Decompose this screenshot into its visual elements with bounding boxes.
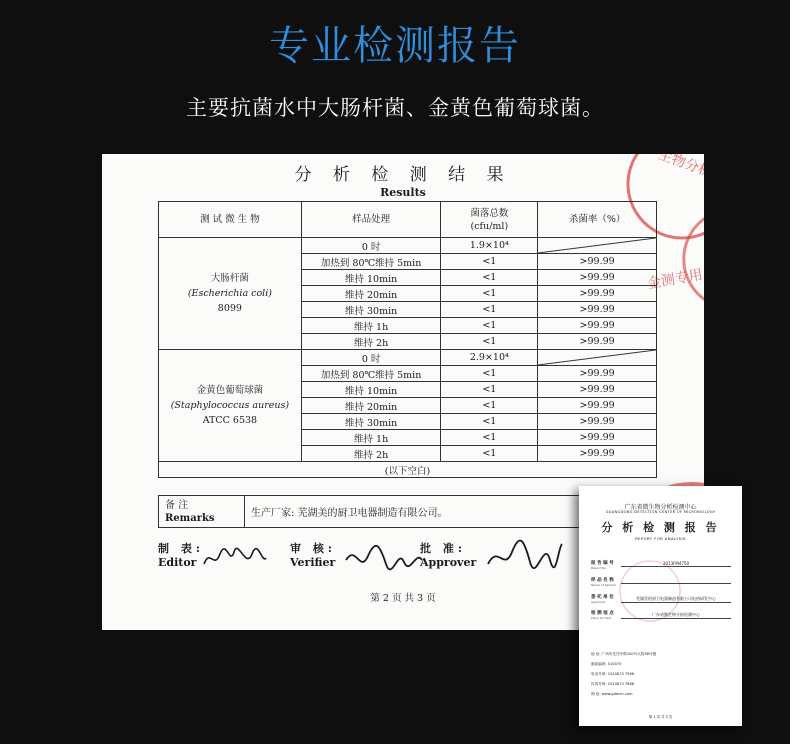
count-cell: <1 <box>441 334 538 350</box>
col-header-rate: 杀菌率（%） <box>538 202 657 238</box>
col-header-treatment: 样品处理 <box>301 202 441 238</box>
rate-cell: >99.99 <box>538 318 657 334</box>
count-cell: <1 <box>441 286 538 302</box>
treatment-cell: 维持 30min <box>301 302 441 318</box>
cert-contact-line: 网 址: www.gddcm.com <box>591 692 633 696</box>
verifier-signature-icon <box>342 540 426 576</box>
cert-title-en: REPORT FOR ANALYSIS <box>635 536 686 541</box>
count-cell: <1 <box>441 270 538 286</box>
treatment-cell: 维持 10min <box>301 270 441 286</box>
table-row <box>159 350 657 366</box>
cert-field-value <box>621 578 731 584</box>
treatment-cell: 维持 10min <box>301 382 441 398</box>
treatment-cell: 维持 1h <box>301 318 441 334</box>
remarks-text: 生产厂家: 芜湖美的厨卫电器制造有限公司。 <box>245 496 657 528</box>
count-cell: <1 <box>441 318 538 334</box>
count-cell: <1 <box>441 382 538 398</box>
rate-cell: >99.99 <box>538 382 657 398</box>
count-cell: <1 <box>441 398 538 414</box>
cert-field: 检 测 地 点 Place for Test <box>591 611 614 620</box>
svg-text:生物分析: 生物分析 <box>656 146 715 181</box>
count-cell: <1 <box>441 430 538 446</box>
rate-cell-empty <box>538 350 657 366</box>
count-cell: <1 <box>441 446 538 462</box>
treatment-cell: 维持 2h <box>301 334 441 350</box>
report-title: 分 析 检 测 结 果 <box>294 165 512 185</box>
treatment-cell: 0 时 <box>301 238 441 254</box>
count-cell: <1 <box>441 302 538 318</box>
cert-org-name: 广东省微生物分析检测中心 <box>624 504 697 511</box>
cert-field: 委 托 单 位 Applicant <box>591 595 614 604</box>
count-cell: <1 <box>441 254 538 270</box>
cert-contact-line: 传真号码: 1020873 7668 <box>591 682 635 686</box>
rate-cell: >99.99 <box>538 254 657 270</box>
cert-field-value: 芜湖美的厨卫电器制造有限公司电热研发中心 <box>621 596 731 603</box>
svg-text:金测专用: 金测专用 <box>646 266 704 293</box>
cert-title: 分 析 检 测 报 告 <box>601 521 720 534</box>
treatment-cell: 维持 2h <box>301 446 441 462</box>
treatment-cell: 维持 20min <box>301 398 441 414</box>
page-subtitle: 主要抗菌水中大肠杆菌、金黄色葡萄球菌。 <box>186 96 604 120</box>
cert-page-number: 第 1 页 共 3 页 <box>648 715 673 719</box>
rate-cell: >99.99 <box>538 334 657 350</box>
treatment-cell: 维持 1h <box>301 430 441 446</box>
remarks-label: 备 注 Remarks <box>159 496 245 528</box>
cert-field: 样 品 名 称 Name of Sample <box>591 578 616 587</box>
table-row <box>159 238 657 254</box>
results-table <box>158 201 657 478</box>
editor-label: 制 表: Editor <box>158 542 204 569</box>
rate-cell: >99.99 <box>538 366 657 382</box>
col-header-organism: 测 试 微 生 物 <box>159 202 302 238</box>
cert-contact-line: 地 址: 广州市先烈中路100号大院58号楼 <box>591 652 657 656</box>
count-cell: <1 <box>441 366 538 382</box>
organism-cell: 大肠杆菌 (Escherichia coli) 8099 <box>159 238 302 350</box>
rate-cell: >99.99 <box>538 430 657 446</box>
treatment-cell: 加热到 80℃维持 5min <box>301 366 441 382</box>
rate-cell: >99.99 <box>538 286 657 302</box>
rate-cell: >99.99 <box>538 446 657 462</box>
cert-field-value: 2013FM4750 <box>621 561 731 567</box>
editor-signature-icon <box>200 540 270 576</box>
verifier-label: 审 核: Verifier <box>290 542 336 569</box>
table-header-row <box>159 202 657 238</box>
count-cell: <1 <box>441 414 538 430</box>
treatment-cell: 0 时 <box>301 350 441 366</box>
count-cell: 2.9×10⁴ <box>441 350 538 366</box>
treatment-cell: 加热到 80℃维持 5min <box>301 254 441 270</box>
cert-org-name-en: GUANGDONG DETECTION CENTER OF MICROBIOLOGY <box>605 510 716 514</box>
cert-field: 报 告 编 号 Report No. <box>591 561 614 570</box>
rate-cell-empty <box>538 238 657 254</box>
rate-cell: >99.99 <box>538 414 657 430</box>
treatment-cell: 维持 30min <box>301 414 441 430</box>
treatment-cell: 维持 20min <box>301 286 441 302</box>
report-cover-sheet <box>579 486 742 726</box>
cert-field-value: 广东省微生物分析检测中心 <box>621 612 731 619</box>
approver-label: 批 准: Approver <box>420 542 477 569</box>
rate-cell: >99.99 <box>538 302 657 318</box>
col-header-count: 菌落总数 (cfu/ml) <box>441 202 538 238</box>
rate-cell: >99.99 <box>538 398 657 414</box>
rate-cell: >99.99 <box>538 270 657 286</box>
count-cell: 1.9×10⁴ <box>441 238 538 254</box>
report-page-number: 第 2 页 共 3 页 <box>370 593 436 604</box>
report-subtitle: Results <box>380 186 426 199</box>
page-title: 专业检测报告 <box>269 23 521 69</box>
cert-contact-line: 邮政编码: 510070 <box>591 662 622 666</box>
cert-contact-line: 电话号码: 1020873 7566 <box>591 672 635 676</box>
blank-note: (以下空白) <box>159 462 657 478</box>
organism-cell: 金黄色葡萄球菌 (Staphylococcus aureus) ATCC 6538 <box>159 350 302 462</box>
